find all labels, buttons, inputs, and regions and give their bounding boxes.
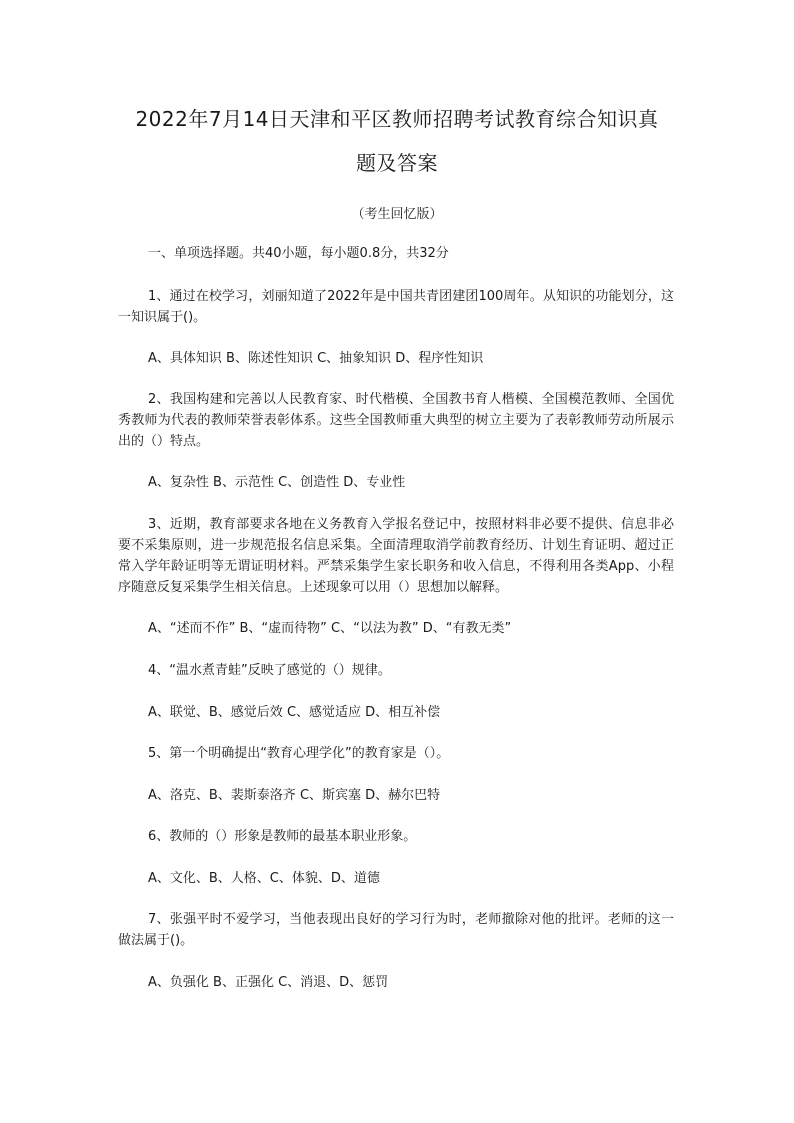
- question-6-options: A、文化、B、人格、C、体貌、D、道德: [148, 871, 380, 886]
- question-2-stem: 2、我国构建和完善以人民教育家、时代楷模、全国教书育人楷模、全国模范教师、全国优秀教师为代表的教师荣誉表彰体系。这些全国教师重大典型的树立主要为了表彰教师劳动所展示出的（）特点。: [118, 392, 674, 449]
- question-6-stem: 6、教师的（）形象是教师的最基本职业形象。: [148, 829, 417, 844]
- question-7-options: A、负强化 B、正强化 C、消退、D、惩罚: [148, 975, 389, 990]
- question-1-options: A、具体知识 B、陈述性知识 C、抽象知识 D、程序性知识: [148, 351, 484, 366]
- question-1-stem: 1、通过在校学习，刘丽知道了2022年是中国共青团建团100周年。从知识的功能划分，这一知识属于()。: [118, 289, 674, 325]
- question-3-options: A、“述而不作” B、“虚而待物” C、“以法为教” D、“有教无类”: [148, 621, 512, 636]
- document-title-line-1: 2022年7月14日天津和平区教师招聘考试教育综合知识真: [135, 107, 659, 131]
- document-subtitle: （考生回忆版）: [351, 207, 443, 222]
- question-7-stem: 7、张强平时不爱学习，当他表现出良好的学习行为时，老师撤除对他的批评。老师的这一做法属于()。: [118, 912, 674, 948]
- question-4-options: A、联觉、B、感觉后效 C、感觉适应 D、相互补偿: [148, 705, 441, 720]
- section-heading: 一、单项选择题。共40小题，每小题0.8分，共32分: [148, 246, 449, 261]
- question-3-stem: 3、近期，教育部要求各地在义务教育入学报名登记中，按照材料非必要不提供、信息非必要不采集原则，进一步规范报名信息采集。全面清理取消学前教育经历、计划生育证明、超过正常入学年龄证明等无谓证明材料。严禁采集学生家长职务和收入信息，不得利用各类App、小程序随意反复采集学生相关信息。上述现象可以用（）思想加以解释。: [118, 517, 674, 595]
- question-5-options: A、洛克、B、裴斯泰洛齐 C、斯宾塞 D、赫尔巴特: [148, 788, 441, 803]
- question-5-stem: 5、第一个明确提出“教育心理学化”的教育家是（）。: [148, 746, 450, 761]
- document-title-line-2: 题及答案: [356, 151, 438, 175]
- question-4-stem: 4、“温水煮青蛙”反映了感觉的（）规律。: [148, 663, 391, 678]
- question-2-options: A、复杂性 B、示范性 C、创造性 D、专业性: [148, 475, 406, 490]
